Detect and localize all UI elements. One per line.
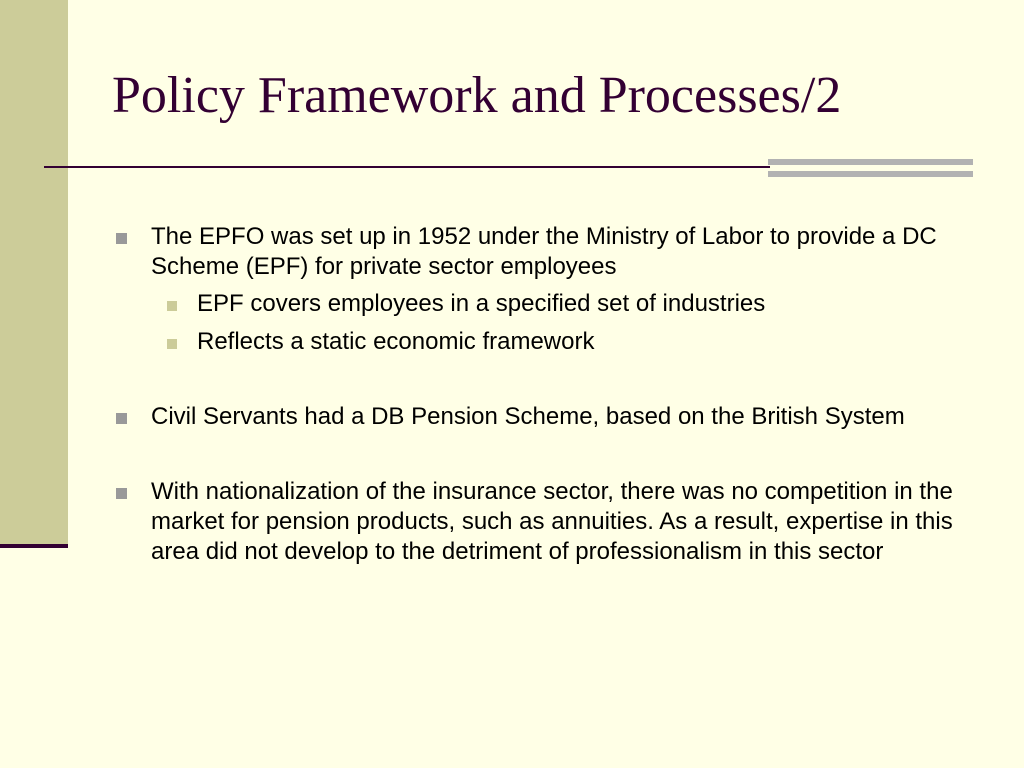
sub-bullet-text: Reflects a static economic framework [197,328,595,355]
bullet-text: Civil Servants had a DB Pension Scheme, based on the British System [151,403,905,430]
bullet-text: The EPFO was set up in 1952 under the Ministry of Labor to provide a DC Scheme (EPF) for private sector employees [151,223,937,280]
square-bullet-icon [116,233,127,244]
title-divider-accent-top [768,159,973,165]
title-divider-accent-bottom [768,171,973,177]
square-bullet-icon [116,488,127,499]
bullet-item [112,477,972,567]
left-accent-rule [0,544,68,548]
bullet-item [112,222,972,282]
square-sub-bullet-icon [167,339,177,349]
square-sub-bullet-icon [167,301,177,311]
bullet-text: With nationalization of the insurance sector, there was no competition in the market for pension products, such as annuities. As a result, expertise in this area did not develop to the detriment of professionalism in this sector [151,478,953,565]
slide-title: Policy Framework and Processes/2 [112,67,842,124]
title-divider [44,166,770,168]
slide-body [112,222,972,567]
sub-bullet-item [112,327,972,357]
left-accent-bar [0,0,68,544]
sub-bullet-text: EPF covers employees in a specified set of industries [197,290,766,317]
square-bullet-icon [116,413,127,424]
sub-bullet-item [112,289,972,319]
bullet-item [112,402,972,432]
